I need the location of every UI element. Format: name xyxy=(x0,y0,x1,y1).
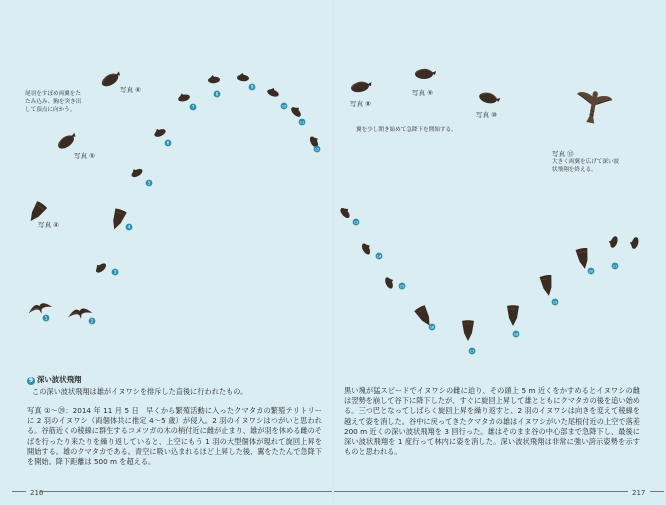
sequence-marker-8 xyxy=(214,91,221,98)
sequence-marker-10 xyxy=(281,103,288,110)
photo-label-4: 写真 ④ xyxy=(38,221,59,229)
bird-photo-21 xyxy=(607,235,619,249)
bird-photo-20 xyxy=(575,247,590,270)
sequence-marker-9 xyxy=(249,84,256,91)
svg-text:13: 13 xyxy=(353,220,359,225)
svg-text:2: 2 xyxy=(90,319,94,325)
left-paragraph: 写真 ①〜⑳：2014 年 11 月 5 日 早くから繁殖活動に入ったクマタカの繁殖テリトリーに 2 羽のイヌワシ（両個体共に推定 4〜5 歳）が侵入。2 羽のイヌワシはつがいと思われる。谷筋近くの稜線に群生するコメツガの木の梢付近に雌が止まり、雄が羽を休める雌のそばを行ったり来たりを繰り返していると、上空にもう 1 羽の大型個体が現れて旋回上昇を開始する。雄のクマタカである。青空に吸い込まれるほど上昇した後、翼をたたんで急降下を開始。降下距離は 500 m を超える。 xyxy=(27,406,322,467)
bird-photo-18 xyxy=(507,305,519,326)
svg-text:1: 1 xyxy=(44,316,48,322)
bird-photo-5a xyxy=(129,166,143,179)
photo-label-9: 写真 ⑨ xyxy=(412,89,433,97)
bird-photo-19 xyxy=(539,274,554,297)
photo-label-10: 写真 ⑩ xyxy=(476,111,497,119)
sequence-marker-4 xyxy=(126,224,133,231)
bird-photo-9 xyxy=(237,72,250,81)
bird-photo-7 xyxy=(177,92,191,103)
bird-photo-6a xyxy=(152,126,166,139)
footer-rule-left-long xyxy=(40,491,332,492)
sequence-marker-7 xyxy=(190,104,197,111)
note-tuck-wings: 尾羽をすぼめ両翼をたたみ込み、胸を突き出して頂点に向かう。 xyxy=(25,91,82,113)
sequence-marker-15 xyxy=(399,283,406,290)
svg-text:3: 3 xyxy=(113,270,117,276)
section-title: 深い波状飛翔 xyxy=(37,375,82,384)
sequence-marker-2 xyxy=(89,318,96,325)
bird-photo-13-large xyxy=(572,88,613,126)
bird-photo-5 xyxy=(56,131,79,151)
svg-text:14: 14 xyxy=(376,254,382,259)
sequence-marker-13 xyxy=(353,219,360,226)
sequence-marker-17 xyxy=(469,348,476,355)
sequence-marker-6 xyxy=(165,140,172,147)
sequence-marker-21 xyxy=(612,263,619,270)
sequence-marker-1 xyxy=(43,315,50,322)
sequence-marker-5 xyxy=(146,180,153,187)
sequence-marker-12 xyxy=(314,146,321,153)
bird-photo-11 xyxy=(289,104,303,118)
footer-rule-right xyxy=(650,491,664,492)
sequence-markers xyxy=(43,84,619,355)
note-start-dive: 翼を少し開き始めて急降下を開始する。 xyxy=(356,127,457,133)
footer-rule-left xyxy=(12,491,26,492)
sequence-marker-20 xyxy=(588,268,595,275)
svg-text:17: 17 xyxy=(469,349,475,354)
bird-photo-1 xyxy=(27,301,53,317)
section-heading xyxy=(27,375,81,385)
bird-photo-21b xyxy=(629,236,640,250)
note-spread-wings: 大きく両翼を広げて深い波状飛翔を終える。 xyxy=(552,159,620,173)
svg-text:9: 9 xyxy=(250,85,254,91)
bird-photo-13 xyxy=(339,205,353,219)
section-number-badge: 9 xyxy=(28,377,34,384)
footer-rule-right-long xyxy=(334,491,628,492)
svg-text:18: 18 xyxy=(513,332,519,337)
sequence-marker-11 xyxy=(299,119,306,126)
svg-text:5: 5 xyxy=(147,181,151,187)
svg-text:4: 4 xyxy=(127,225,131,231)
bird-photo-2 xyxy=(68,307,93,321)
svg-text:16: 16 xyxy=(429,325,435,330)
bird-photo-15 xyxy=(384,275,397,289)
page-number-left: 216 xyxy=(30,489,44,497)
page-number-right: 217 xyxy=(632,489,646,497)
right-paragraph: 黒い塊が猛スピードでイヌワシの雌に迫り、その頭上 5 m 近くをかすめるとイヌワシの雌は翌勢を崩して谷下に降下したが、すぐに旋回上昇して雄とともにクマタカの後を追い始める。三つ巴となってしばらく旋回上昇を繰り返すと、2 羽のイヌワシは向きを変えて稜線を越えて姿を消した。谷中に戻ってきたクマタカの雄はイヌワシがいた尾根付近の上空で落差 200 m 近くの深い波状飛翔を 3 回行った。雄はそのまま谷の中心部まで急降下し、最後に深い波状飛翔を 1 度行って林内に姿を消した。深い波状飛翔は非常に強い誇示姿勢を示すものと思われる。 xyxy=(344,386,640,457)
sequence-marker-18 xyxy=(513,331,520,338)
svg-text:7: 7 xyxy=(191,105,195,111)
bird-photo-17 xyxy=(462,320,474,341)
photo-label-8: 写真 ⑧ xyxy=(350,100,371,108)
svg-text:21: 21 xyxy=(612,264,618,269)
svg-text:10: 10 xyxy=(281,104,287,109)
bird-photo-8-large xyxy=(350,80,372,93)
bird-photo-9-large xyxy=(415,69,436,79)
svg-text:11: 11 xyxy=(299,120,305,125)
photo-label-5: 写真 ⑤ xyxy=(74,152,95,160)
bird-photo-3 xyxy=(93,260,107,274)
sequence-marker-14 xyxy=(376,253,383,260)
svg-text:19: 19 xyxy=(552,300,558,305)
bird-photo-14 xyxy=(360,241,373,255)
svg-text:12: 12 xyxy=(314,147,320,152)
photo-label-6: 写真 ⑥ xyxy=(120,86,141,94)
bird-photo-10-large xyxy=(478,91,501,106)
bird-photo-10 xyxy=(266,86,280,98)
sequence-marker-19 xyxy=(552,299,559,306)
bird-photo-4a xyxy=(109,208,127,232)
sequence-marker-16 xyxy=(429,324,436,331)
section-lead: この深い波状飛翔は雄がイヌワシを排斥した直後に行われたもの。 xyxy=(32,387,248,396)
photo-label-13: 写真 ⑬ xyxy=(552,150,574,158)
bird-photo-8 xyxy=(208,74,221,83)
svg-text:6: 6 xyxy=(166,141,170,147)
svg-text:8: 8 xyxy=(215,92,219,98)
svg-text:15: 15 xyxy=(399,284,405,289)
sequence-marker-3 xyxy=(112,269,119,276)
svg-text:20: 20 xyxy=(588,269,594,274)
